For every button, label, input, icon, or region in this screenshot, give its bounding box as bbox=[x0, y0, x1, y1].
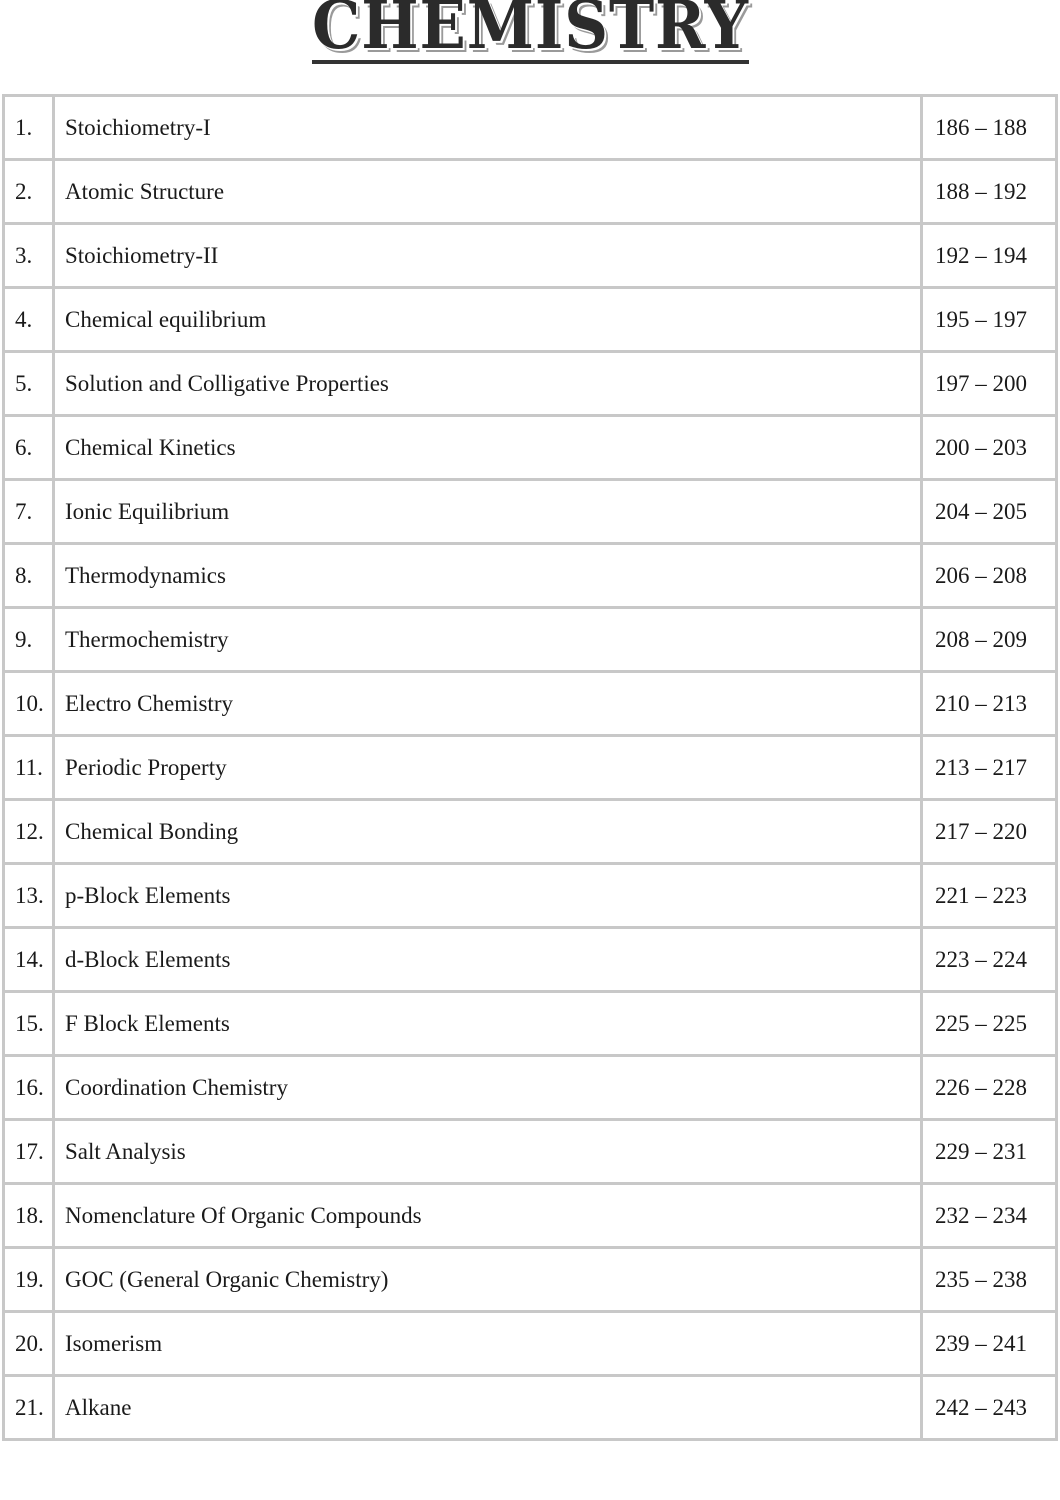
page-range: 239 – 241 bbox=[922, 1312, 1057, 1376]
table-row bbox=[4, 544, 1057, 608]
table-row bbox=[4, 480, 1057, 544]
topic-title: Salt Analysis bbox=[54, 1120, 922, 1184]
page-title: CHEMISTRY bbox=[312, 0, 749, 64]
page-range: 226 – 228 bbox=[922, 1056, 1057, 1120]
topic-title: Thermochemistry bbox=[54, 608, 922, 672]
row-number: 12. bbox=[4, 800, 54, 864]
title-header bbox=[0, 0, 1060, 90]
contents-table bbox=[2, 94, 1058, 1441]
topic-title: d-Block Elements bbox=[54, 928, 922, 992]
row-number: 18. bbox=[4, 1184, 54, 1248]
row-number: 1. bbox=[4, 96, 54, 160]
page-range: 200 – 203 bbox=[922, 416, 1057, 480]
table-row bbox=[4, 608, 1057, 672]
topic-title: F Block Elements bbox=[54, 992, 922, 1056]
row-number: 2. bbox=[4, 160, 54, 224]
page-range: 188 – 192 bbox=[922, 160, 1057, 224]
topic-title: Stoichiometry-II bbox=[54, 224, 922, 288]
row-number: 8. bbox=[4, 544, 54, 608]
topic-title: Chemical Bonding bbox=[54, 800, 922, 864]
row-number: 13. bbox=[4, 864, 54, 928]
topic-title: Solution and Colligative Properties bbox=[54, 352, 922, 416]
page-range: 186 – 188 bbox=[922, 96, 1057, 160]
row-number: 15. bbox=[4, 992, 54, 1056]
row-number: 5. bbox=[4, 352, 54, 416]
table-row bbox=[4, 800, 1057, 864]
table-row bbox=[4, 1056, 1057, 1120]
page-range: 223 – 224 bbox=[922, 928, 1057, 992]
table-row bbox=[4, 96, 1057, 160]
page-range: 232 – 234 bbox=[922, 1184, 1057, 1248]
row-number: 3. bbox=[4, 224, 54, 288]
page-range: 221 – 223 bbox=[922, 864, 1057, 928]
topic-title: p-Block Elements bbox=[54, 864, 922, 928]
topic-title: Ionic Equilibrium bbox=[54, 480, 922, 544]
table-row bbox=[4, 1248, 1057, 1312]
topic-title: Electro Chemistry bbox=[54, 672, 922, 736]
row-number: 4. bbox=[4, 288, 54, 352]
topic-title: Alkane bbox=[54, 1376, 922, 1440]
table-row bbox=[4, 928, 1057, 992]
row-number: 9. bbox=[4, 608, 54, 672]
topic-title: Coordination Chemistry bbox=[54, 1056, 922, 1120]
row-number: 21. bbox=[4, 1376, 54, 1440]
row-number: 11. bbox=[4, 736, 54, 800]
row-number: 16. bbox=[4, 1056, 54, 1120]
table-row bbox=[4, 1120, 1057, 1184]
page-range: 192 – 194 bbox=[922, 224, 1057, 288]
page-range: 197 – 200 bbox=[922, 352, 1057, 416]
table-row bbox=[4, 288, 1057, 352]
page-range: 208 – 209 bbox=[922, 608, 1057, 672]
table-row bbox=[4, 160, 1057, 224]
page-range: 217 – 220 bbox=[922, 800, 1057, 864]
topic-title: Isomerism bbox=[54, 1312, 922, 1376]
row-number: 10. bbox=[4, 672, 54, 736]
table-row bbox=[4, 864, 1057, 928]
page-range: 242 – 243 bbox=[922, 1376, 1057, 1440]
table-row bbox=[4, 1184, 1057, 1248]
row-number: 6. bbox=[4, 416, 54, 480]
page-range: 235 – 238 bbox=[922, 1248, 1057, 1312]
table-row bbox=[4, 352, 1057, 416]
topic-title: Stoichiometry-I bbox=[54, 96, 922, 160]
page-range: 229 – 231 bbox=[922, 1120, 1057, 1184]
table-row bbox=[4, 736, 1057, 800]
row-number: 20. bbox=[4, 1312, 54, 1376]
page-range: 210 – 213 bbox=[922, 672, 1057, 736]
table-row bbox=[4, 416, 1057, 480]
topic-title: Periodic Property bbox=[54, 736, 922, 800]
table-row bbox=[4, 1312, 1057, 1376]
page-range: 225 – 225 bbox=[922, 992, 1057, 1056]
row-number: 19. bbox=[4, 1248, 54, 1312]
topic-title: Thermodynamics bbox=[54, 544, 922, 608]
page-range: 206 – 208 bbox=[922, 544, 1057, 608]
table-row bbox=[4, 1376, 1057, 1440]
row-number: 7. bbox=[4, 480, 54, 544]
topic-title: Chemical Kinetics bbox=[54, 416, 922, 480]
table-row bbox=[4, 672, 1057, 736]
row-number: 17. bbox=[4, 1120, 54, 1184]
row-number: 14. bbox=[4, 928, 54, 992]
topic-title: Atomic Structure bbox=[54, 160, 922, 224]
page-range: 195 – 197 bbox=[922, 288, 1057, 352]
topic-title: Nomenclature Of Organic Compounds bbox=[54, 1184, 922, 1248]
table-row bbox=[4, 992, 1057, 1056]
table-row bbox=[4, 224, 1057, 288]
topic-title: Chemical equilibrium bbox=[54, 288, 922, 352]
page-range: 213 – 217 bbox=[922, 736, 1057, 800]
topic-title: GOC (General Organic Chemistry) bbox=[54, 1248, 922, 1312]
page-range: 204 – 205 bbox=[922, 480, 1057, 544]
